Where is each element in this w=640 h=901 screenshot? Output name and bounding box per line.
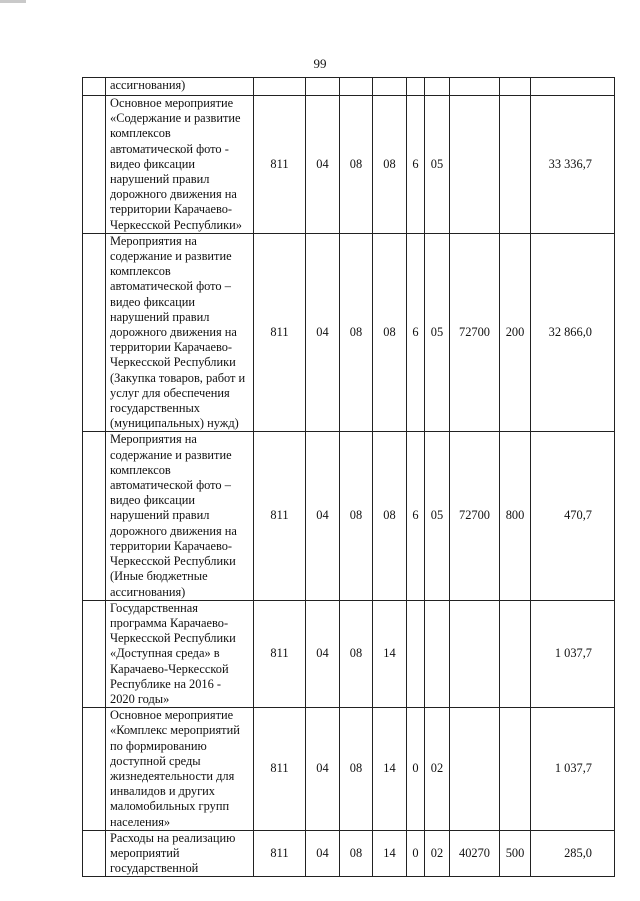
budget-table bbox=[82, 77, 615, 877]
description-line: содержание и развитие bbox=[110, 249, 232, 264]
code-cell-rz: 04 bbox=[306, 830, 340, 877]
code-cell-cs3: 05 bbox=[425, 432, 450, 600]
code-cell-vr bbox=[500, 708, 531, 831]
code-cell-rz: 04 bbox=[306, 96, 340, 234]
description-line: мероприятий bbox=[110, 845, 180, 860]
code-cell-cs3: 02 bbox=[425, 708, 450, 831]
table-row bbox=[83, 432, 615, 600]
description-line: «Комплекс мероприятий bbox=[110, 723, 240, 738]
code-cell-cs2: 6 bbox=[407, 432, 425, 600]
code-cell-cs2: 0 bbox=[407, 830, 425, 877]
description-line: (Иные бюджетные bbox=[110, 569, 208, 584]
amount-cell: 32 866,0 bbox=[531, 233, 615, 432]
description-line: ассигнования) bbox=[110, 78, 186, 92]
code-cell-pr: 08 bbox=[340, 708, 373, 831]
table-row bbox=[83, 600, 615, 707]
code-cell-gr: 811 bbox=[254, 96, 306, 234]
code-cell-rz: 04 bbox=[306, 233, 340, 432]
description-line: 2020 годы» bbox=[110, 691, 170, 706]
code-cell-gr: 811 bbox=[254, 432, 306, 600]
code-cell-cs2: 6 bbox=[407, 233, 425, 432]
code-cell-cs4 bbox=[450, 96, 500, 234]
page-number: 99 bbox=[313, 56, 327, 71]
description-cell bbox=[106, 830, 254, 877]
description-line: комплексов bbox=[110, 462, 171, 477]
description-line: государственной bbox=[110, 861, 199, 876]
description-line: комплексов bbox=[110, 126, 171, 141]
description-line: программа Карачаево- bbox=[110, 615, 229, 630]
code-cell-cs2: 0 bbox=[407, 708, 425, 831]
description-line: Государственная bbox=[110, 600, 198, 615]
description-line: (Закупка товаров, работ и bbox=[110, 370, 246, 385]
description-line: дорожного движения на bbox=[110, 325, 237, 340]
code-cell-cs3 bbox=[425, 78, 450, 96]
description-line: территории Карачаево- bbox=[110, 538, 233, 553]
description-line: комплексов bbox=[110, 264, 171, 279]
code-cell-cs4: 40270 bbox=[450, 830, 500, 877]
row-number-cell bbox=[83, 830, 106, 877]
description-line: Основное мероприятие bbox=[110, 96, 234, 110]
amount-cell: 470,7 bbox=[531, 432, 615, 600]
description-line: маломобильных групп bbox=[110, 799, 230, 814]
code-cell-cs1: 08 bbox=[373, 432, 407, 600]
code-cell-pr: 08 bbox=[340, 96, 373, 234]
code-cell-pr: 08 bbox=[340, 600, 373, 707]
description-line: автоматической фото – bbox=[110, 478, 231, 493]
code-cell-pr: 08 bbox=[340, 432, 373, 600]
code-cell-cs3 bbox=[425, 600, 450, 707]
description-line: по формированию bbox=[110, 738, 207, 753]
code-cell-pr: 08 bbox=[340, 233, 373, 432]
description-line: Черкесской Республики bbox=[110, 554, 236, 569]
description-cell bbox=[106, 432, 254, 600]
amount-cell: 33 336,7 bbox=[531, 96, 615, 234]
description-cell bbox=[106, 96, 254, 234]
description-line: жизнедеятельности для bbox=[110, 768, 235, 783]
row-number-cell bbox=[83, 96, 106, 234]
description-cell bbox=[106, 78, 254, 96]
code-cell-pr: 08 bbox=[340, 830, 373, 877]
description-line: территории Карачаево- bbox=[110, 202, 233, 217]
code-cell-gr: 811 bbox=[254, 708, 306, 831]
code-cell-cs3: 05 bbox=[425, 233, 450, 432]
description-line: автоматической фото - bbox=[110, 141, 229, 156]
description-line: территории Карачаево- bbox=[110, 340, 233, 355]
row-number-cell bbox=[83, 432, 106, 600]
code-cell-rz: 04 bbox=[306, 600, 340, 707]
row-number-cell bbox=[83, 708, 106, 831]
description-line: «Содержание и развитие bbox=[110, 111, 241, 126]
description-line: нарушений правил bbox=[110, 309, 210, 324]
description-line: Мероприятия на bbox=[110, 233, 197, 248]
description-line: населения» bbox=[110, 814, 171, 829]
description-line: Черкесской Республики bbox=[110, 631, 236, 646]
description-line: «Доступная среда» в bbox=[110, 646, 220, 661]
description-line: Расходы на реализацию bbox=[110, 830, 236, 845]
description-line: Черкесской Республики bbox=[110, 355, 236, 370]
code-cell-cs3: 05 bbox=[425, 96, 450, 234]
code-cell-cs4 bbox=[450, 78, 500, 96]
code-cell-gr: 811 bbox=[254, 600, 306, 707]
code-cell-cs4 bbox=[450, 708, 500, 831]
description-line: Мероприятия на bbox=[110, 432, 197, 447]
code-cell-vr: 500 bbox=[500, 830, 531, 877]
code-cell-rz bbox=[306, 78, 340, 96]
description-line: дорожного движения на bbox=[110, 523, 237, 538]
code-cell-vr: 800 bbox=[500, 432, 531, 600]
code-cell-cs4: 72700 bbox=[450, 233, 500, 432]
row-number-cell bbox=[83, 600, 106, 707]
description-line: Карачаево-Черкесской bbox=[110, 661, 229, 676]
description-cell bbox=[106, 600, 254, 707]
description-line: услуг для обеспечения bbox=[110, 385, 230, 400]
code-cell-cs1: 14 bbox=[373, 600, 407, 707]
table-row bbox=[83, 708, 615, 831]
code-cell-cs2 bbox=[407, 78, 425, 96]
description-cell bbox=[106, 708, 254, 831]
description-line: Республике на 2016 - bbox=[110, 676, 222, 691]
row-number-cell bbox=[83, 233, 106, 432]
scan-edge-mark bbox=[0, 0, 26, 3]
amount-cell: 1 037,7 bbox=[531, 708, 615, 831]
code-cell-vr bbox=[500, 96, 531, 234]
code-cell-vr bbox=[500, 600, 531, 707]
code-cell-rz: 04 bbox=[306, 708, 340, 831]
code-cell-gr: 811 bbox=[254, 830, 306, 877]
description-line: ассигнования) bbox=[110, 584, 186, 599]
description-line: Основное мероприятие bbox=[110, 708, 234, 723]
description-line: государственных bbox=[110, 401, 201, 416]
description-line: содержание и развитие bbox=[110, 447, 232, 462]
budget-table-body bbox=[83, 78, 615, 877]
description-line: видео фиксации bbox=[110, 493, 195, 508]
description-line: инвалидов и других bbox=[110, 784, 215, 799]
description-line: видео фиксации bbox=[110, 294, 195, 309]
amount-cell: 1 037,7 bbox=[531, 600, 615, 707]
description-line: автоматической фото – bbox=[110, 279, 231, 294]
description-line: видео фиксации bbox=[110, 156, 195, 171]
description-cell bbox=[106, 233, 254, 432]
code-cell-cs1 bbox=[373, 78, 407, 96]
description-line: дорожного движения на bbox=[110, 187, 237, 202]
description-line: доступной среды bbox=[110, 753, 201, 768]
table-row bbox=[83, 78, 615, 96]
code-cell-gr bbox=[254, 78, 306, 96]
code-cell-cs4 bbox=[450, 600, 500, 707]
description-line: нарушений правил bbox=[110, 508, 210, 523]
amount-cell bbox=[531, 78, 615, 96]
table-row bbox=[83, 96, 615, 234]
code-cell-vr: 200 bbox=[500, 233, 531, 432]
description-line: нарушений правил bbox=[110, 172, 210, 187]
description-line: (муниципальных) нужд) bbox=[110, 416, 239, 431]
row-number-cell bbox=[83, 78, 106, 96]
code-cell-cs1: 14 bbox=[373, 708, 407, 831]
code-cell-cs2: 6 bbox=[407, 96, 425, 234]
amount-cell: 285,0 bbox=[531, 830, 615, 877]
code-cell-cs1: 08 bbox=[373, 96, 407, 234]
code-cell-cs1: 08 bbox=[373, 233, 407, 432]
code-cell-gr: 811 bbox=[254, 233, 306, 432]
code-cell-pr bbox=[340, 78, 373, 96]
code-cell-cs3: 02 bbox=[425, 830, 450, 877]
description-line: Черкесской Республики» bbox=[110, 217, 242, 232]
code-cell-cs4: 72700 bbox=[450, 432, 500, 600]
code-cell-vr bbox=[500, 78, 531, 96]
code-cell-cs1: 14 bbox=[373, 830, 407, 877]
table-row bbox=[83, 830, 615, 877]
code-cell-rz: 04 bbox=[306, 432, 340, 600]
table-row bbox=[83, 233, 615, 432]
code-cell-cs2 bbox=[407, 600, 425, 707]
